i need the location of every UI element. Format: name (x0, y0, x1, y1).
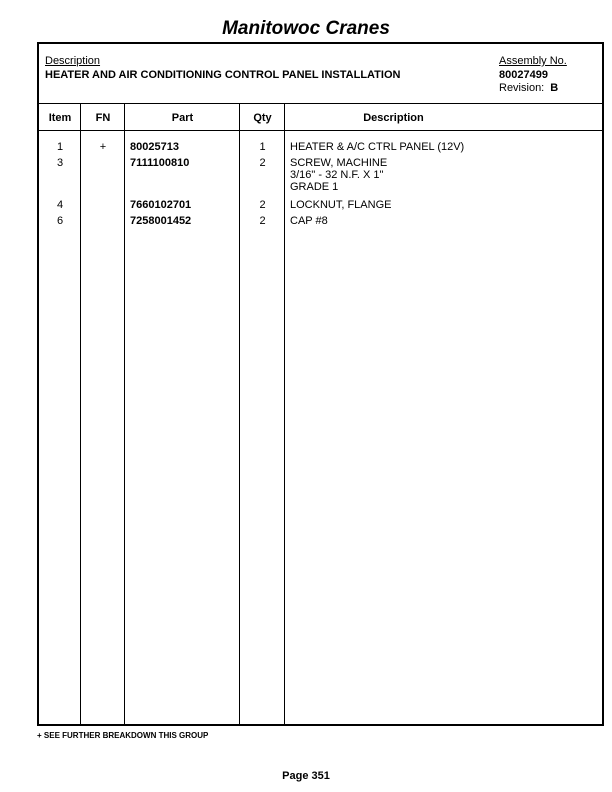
column-divider (124, 104, 125, 724)
revision (499, 82, 558, 94)
part-number-cell: 80025713 (130, 141, 179, 153)
revision-value: B (550, 82, 559, 94)
item-cell: 1 (56, 141, 64, 153)
item-cell: 3 (56, 157, 64, 169)
assembly-number: 80027499 (499, 69, 548, 81)
part-number-cell: 7111100810 (130, 157, 190, 169)
fn-cell: + (99, 141, 107, 153)
column-divider (284, 104, 285, 724)
column-header-part: Part (171, 112, 194, 124)
column-header-qty: Qty (253, 112, 272, 124)
description-line: SCREW, MACHINE (290, 157, 388, 169)
qty-cell: 2 (259, 157, 266, 169)
description-line: CAP #8 (290, 215, 328, 227)
description-cell (290, 199, 391, 211)
assembly-number-caption: Assembly No. (499, 55, 567, 67)
description-cell (290, 157, 387, 193)
description-cell (290, 141, 464, 153)
column-header-item: Item (48, 112, 72, 124)
qty-cell: 2 (259, 215, 266, 227)
description-caption: Description (45, 55, 101, 67)
part-number-cell: 7258001452 (130, 215, 192, 227)
assembly-title: HEATER AND AIR CONDITIONING CONTROL PANEL INSTALLATION (45, 69, 401, 81)
description-line: 3/16" - 32 N.F. X 1" (290, 169, 384, 181)
qty-cell: 1 (259, 141, 266, 153)
parts-list-frame (37, 42, 604, 726)
column-header-fn: FN (95, 112, 111, 124)
column-divider (80, 104, 81, 724)
footnote: + SEE FURTHER BREAKDOWN THIS GROUP (37, 731, 209, 740)
description-cell (290, 215, 328, 227)
page-number: Page 351 (282, 770, 330, 782)
part-number-cell: 7660102701 (130, 199, 192, 211)
qty-cell: 2 (259, 199, 266, 211)
column-header-description: Description (363, 112, 424, 124)
assembly-header (39, 44, 602, 104)
revision-label: Revision: (499, 82, 545, 94)
item-cell: 6 (56, 215, 64, 227)
item-cell: 4 (56, 199, 64, 211)
description-line: GRADE 1 (290, 181, 339, 193)
description-line: LOCKNUT, FLANGE (290, 199, 392, 211)
description-line: HEATER & A/C CTRL PANEL (12V) (290, 141, 465, 153)
company-title: Manitowoc Cranes (222, 18, 390, 39)
column-divider (239, 104, 240, 724)
